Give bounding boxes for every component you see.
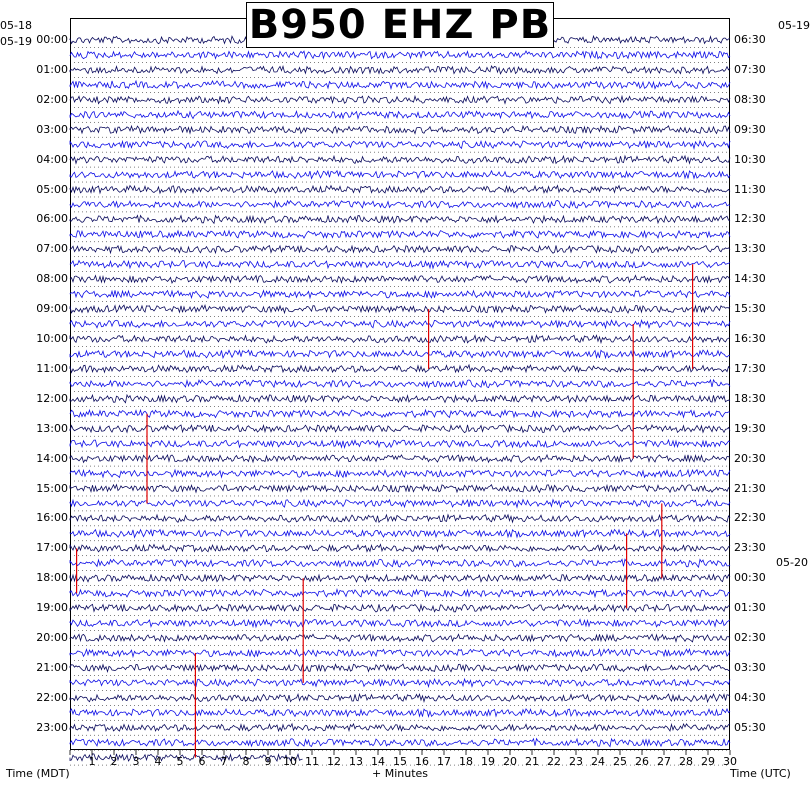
seismic-trace-row (70, 574, 730, 582)
x-tick-label: 7 (220, 755, 228, 768)
left-hour-label: 14:00 (36, 451, 68, 465)
seismic-trace-row (70, 559, 730, 567)
seismic-trace-row (70, 634, 730, 642)
left-hour-label: 03:00 (36, 122, 68, 136)
seismic-trace-row (70, 380, 730, 388)
right-hour-label: 16:30 (734, 332, 766, 345)
right-hour-label: 10:30 (734, 152, 766, 166)
left-hour-label: 16:00 (36, 511, 68, 525)
seismic-trace-row (70, 425, 730, 433)
left-hour-label: 00:00 (36, 33, 68, 46)
right-hour-label: 15:30 (734, 302, 766, 316)
right-axis-title: Time (UTC) (730, 767, 791, 780)
left-hour-label: 10:00 (36, 332, 68, 345)
x-tick-label: 14 (371, 755, 385, 768)
seismic-trace-row (70, 96, 730, 103)
x-tick-label: 20 (503, 755, 517, 768)
seismic-trace-row (70, 156, 730, 164)
right-hour-label: 13:30 (734, 242, 766, 256)
x-tick-label: 21 (525, 755, 539, 768)
left-hour-label: 23:00 (36, 720, 68, 734)
seismic-trace-row (70, 500, 730, 508)
left-hour-label: 13:00 (36, 421, 68, 435)
seismic-trace-row (70, 470, 730, 478)
right-hour-label: 02:30 (734, 631, 766, 644)
right-hour-label: 14:30 (734, 272, 766, 286)
seismic-trace-row (70, 320, 730, 328)
right-date-top: 05-19 (778, 19, 810, 32)
x-axis-title: + Minutes (372, 767, 429, 780)
right-hour-label: 00:30 (734, 571, 766, 585)
seismic-trace-row (70, 440, 730, 447)
x-tick-label: 4 (154, 755, 162, 768)
x-tick-label: 23 (569, 755, 583, 768)
seismic-trace-row (70, 66, 730, 74)
right-hour-label: 05:30 (734, 720, 766, 734)
seismic-trace-row (70, 589, 730, 597)
x-tick-label: 9 (264, 755, 272, 768)
left-hour-label: 08:00 (36, 272, 68, 286)
right-hour-label: 03:30 (734, 660, 766, 674)
seismic-trace-row (70, 231, 730, 239)
x-tick-label: 13 (349, 755, 363, 768)
seismic-trace-row (70, 544, 730, 551)
right-hour-label: 08:30 (734, 92, 766, 106)
seismic-trace-row (70, 350, 730, 358)
left-hour-label: 04:00 (36, 152, 68, 166)
left-hour-label: 02:00 (36, 92, 68, 106)
seismic-trace-row (70, 171, 730, 179)
left-hour-label: 15:00 (36, 481, 68, 495)
x-tick-label: 25 (613, 755, 627, 768)
left-hour-label: 11:00 (36, 361, 68, 375)
left-hour-label: 12:00 (36, 391, 68, 405)
x-tick-label: 11 (305, 755, 319, 768)
right-hour-label: 12:30 (734, 212, 766, 226)
left-hour-label: 21:00 (36, 660, 68, 674)
seismic-trace-row (70, 724, 730, 731)
right-hour-label: 21:30 (734, 481, 766, 495)
x-tick-label: 19 (481, 755, 495, 768)
x-tick-label: 12 (327, 755, 341, 768)
left-date-current: 05-19 (0, 35, 32, 48)
seismic-trace-row (70, 604, 730, 612)
seismic-trace-row (70, 201, 730, 209)
left-hour-label: 19:00 (36, 601, 68, 615)
seismic-trace-row (70, 694, 730, 702)
seismic-trace-row (70, 664, 730, 672)
x-tick-label: 15 (393, 755, 407, 768)
right-hour-label: 17:30 (734, 361, 766, 375)
x-tick-label: 29 (701, 755, 715, 768)
seismic-trace-row (70, 111, 730, 119)
x-tick-label: 28 (679, 755, 693, 768)
right-hour-label: 09:30 (734, 122, 766, 136)
seismic-trace-row (70, 305, 730, 313)
right-hour-label: 18:30 (734, 391, 766, 405)
x-tick-label: 24 (591, 755, 605, 768)
x-tick-label: 1 (88, 755, 96, 768)
seismic-trace-row (70, 261, 730, 269)
x-tick-label: 8 (242, 755, 250, 768)
x-tick-label: 26 (635, 755, 649, 768)
seismic-trace-row (70, 126, 730, 134)
right-hour-label: 23:30 (734, 541, 766, 555)
seismic-trace-row (70, 335, 730, 343)
seismic-trace-row (70, 141, 730, 149)
seismic-trace-row (70, 515, 730, 523)
x-tick-label: 10 (283, 755, 297, 768)
left-hour-label: 05:00 (36, 182, 68, 196)
x-tick-label: 16 (415, 755, 429, 768)
left-hour-label: 20:00 (36, 631, 68, 644)
seismic-trace-row (70, 81, 730, 89)
right-hour-label: 04:30 (734, 690, 766, 704)
seismic-trace-row (70, 485, 730, 493)
x-tick-label: 5 (176, 755, 184, 768)
left-hour-label: 07:00 (36, 242, 68, 256)
right-hour-label: 22:30 (734, 511, 766, 525)
right-hour-label: 06:30 (734, 33, 766, 46)
left-hour-label: 09:00 (36, 302, 68, 316)
seismic-trace-row (70, 709, 730, 717)
right-hour-label: 19:30 (734, 421, 766, 435)
seismic-trace-row (70, 455, 730, 463)
left-hour-label: 22:00 (36, 690, 68, 704)
x-tick-label: 2 (110, 755, 118, 768)
left-hour-label: 01:00 (36, 62, 68, 76)
seismic-trace-row (70, 395, 730, 403)
seismic-trace-row (70, 739, 730, 747)
chart-title: B950 EHZ PB (246, 2, 554, 48)
right-hour-label: 01:30 (734, 601, 766, 615)
seismic-trace-row (70, 620, 730, 627)
seismic-trace-row (70, 649, 730, 657)
left-axis-title: Time (MDT) (6, 767, 70, 780)
seismic-trace-row (70, 410, 730, 418)
left-hour-label: 18:00 (36, 571, 68, 585)
seismic-trace-row (70, 276, 730, 284)
x-tick-label: 30 (723, 755, 737, 768)
seismic-trace-row (70, 51, 730, 59)
left-hour-label: 06:00 (36, 212, 68, 226)
seismic-trace-row (70, 679, 730, 687)
right-hour-label: 20:30 (734, 451, 766, 465)
seismic-trace-row (70, 530, 730, 538)
seismic-trace-row (70, 186, 730, 194)
seismic-trace-row (70, 365, 730, 373)
left-hour-label: 17:00 (36, 541, 68, 555)
right-hour-label: 07:30 (734, 62, 766, 76)
x-tick-label: 27 (657, 755, 671, 768)
x-tick-label: 17 (437, 755, 451, 768)
right-date-next: 05-20 (776, 556, 808, 569)
x-tick-label: 22 (547, 755, 561, 768)
left-date-prev: 05-18 (0, 19, 32, 32)
right-hour-label: 11:30 (734, 182, 766, 196)
seismic-trace-row (70, 216, 730, 224)
x-tick-label: 3 (132, 755, 140, 768)
seismic-trace-row (70, 290, 730, 298)
x-tick-label: 6 (198, 755, 206, 768)
seismic-trace-row (70, 246, 730, 254)
x-tick-label: 18 (459, 755, 473, 768)
